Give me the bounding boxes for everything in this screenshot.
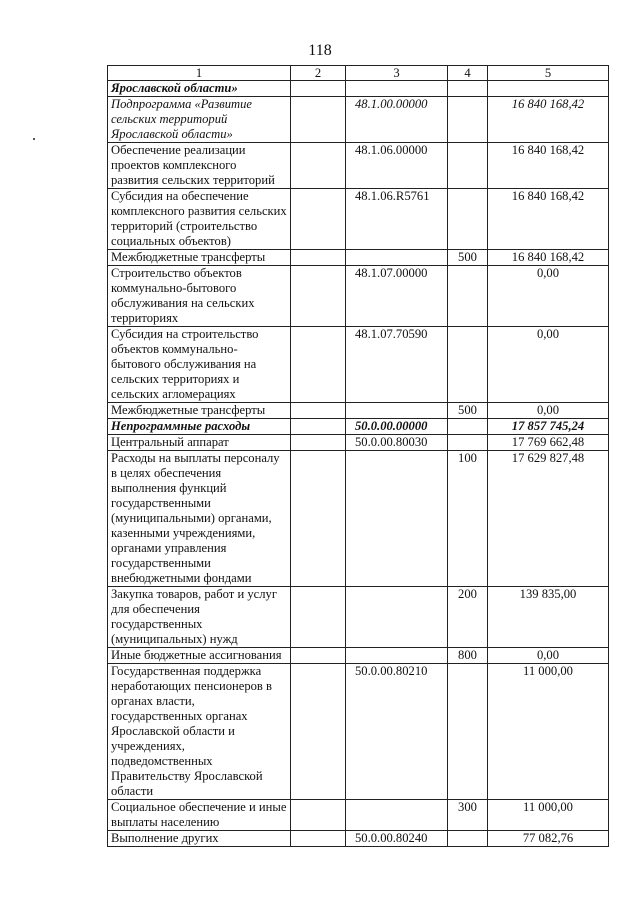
cell-program [291, 435, 346, 451]
cell-expense-type: 300 [448, 800, 488, 831]
cell-name: Субсидия на обеспечение комплексного развития сельских территорий (строительство социальных объектов) [108, 189, 291, 250]
cell-amount: 16 840 168,42 [488, 250, 609, 266]
cell-code: 48.1.06.R5761 [346, 189, 448, 250]
table-row [108, 143, 609, 189]
table-row [108, 250, 609, 266]
table-row [108, 800, 609, 831]
cell-amount: 16 840 168,42 [488, 97, 609, 143]
cell-name: Субсидия на строительство объектов коммунально-бытового обслуживания на сельских территориях и сельских агломерациях [108, 327, 291, 403]
cell-amount: 0,00 [488, 403, 609, 419]
cell-amount [488, 81, 609, 97]
cell-program [291, 831, 346, 847]
cell-program [291, 266, 346, 327]
cell-name: Ярославской области» [108, 81, 291, 97]
header-col-3: 3 [346, 66, 448, 81]
cell-program [291, 250, 346, 266]
cell-expense-type [448, 831, 488, 847]
cell-expense-type [448, 97, 488, 143]
cell-program [291, 800, 346, 831]
table-row [108, 81, 609, 97]
cell-amount: 17 769 662,48 [488, 435, 609, 451]
cell-name: Центральный аппарат [108, 435, 291, 451]
cell-code: 50.0.00.00000 [346, 419, 448, 435]
cell-code: 50.0.00.80210 [346, 664, 448, 800]
cell-name: Обеспечение реализации проектов комплексного развития сельских территорий [108, 143, 291, 189]
table-row [108, 587, 609, 648]
cell-amount: 17 629 827,48 [488, 451, 609, 587]
cell-code: 48.1.00.00000 [346, 97, 448, 143]
cell-name: Социальное обеспечение и иные выплаты населению [108, 800, 291, 831]
cell-name: Иные бюджетные ассигнования [108, 648, 291, 664]
cell-expense-type: 800 [448, 648, 488, 664]
header-col-4: 4 [448, 66, 488, 81]
cell-program [291, 419, 346, 435]
table-row [108, 189, 609, 250]
cell-code: 48.1.07.70590 [346, 327, 448, 403]
cell-code: 48.1.07.00000 [346, 266, 448, 327]
cell-amount: 11 000,00 [488, 664, 609, 800]
cell-code [346, 403, 448, 419]
cell-program [291, 587, 346, 648]
header-col-2: 2 [291, 66, 346, 81]
cell-name: Межбюджетные трансферты [108, 403, 291, 419]
cell-amount: 17 857 745,24 [488, 419, 609, 435]
cell-amount: 0,00 [488, 266, 609, 327]
cell-expense-type: 500 [448, 250, 488, 266]
cell-program [291, 97, 346, 143]
cell-amount: 77 082,76 [488, 831, 609, 847]
cell-amount: 0,00 [488, 327, 609, 403]
cell-expense-type: 100 [448, 451, 488, 587]
cell-program [291, 648, 346, 664]
cell-name: Государственная поддержка неработающих пенсионеров в органах власти, государственных органах Ярославской области и учреждениях, подведомственных Правительству Ярославской области [108, 664, 291, 800]
cell-code: 50.0.00.80030 [346, 435, 448, 451]
cell-code [346, 800, 448, 831]
cell-program [291, 189, 346, 250]
cell-expense-type [448, 81, 488, 97]
cell-name: Выполнение других [108, 831, 291, 847]
cell-code [346, 250, 448, 266]
cell-expense-type [448, 327, 488, 403]
cell-program [291, 327, 346, 403]
cell-program [291, 81, 346, 97]
cell-code [346, 81, 448, 97]
cell-expense-type [448, 435, 488, 451]
table-row [108, 266, 609, 327]
cell-amount: 0,00 [488, 648, 609, 664]
budget-table [107, 65, 609, 847]
table-row [108, 664, 609, 800]
cell-program [291, 451, 346, 587]
table-row [108, 419, 609, 435]
cell-expense-type: 200 [448, 587, 488, 648]
table-row [108, 831, 609, 847]
cell-name: Расходы на выплаты персоналу в целях обеспечения выполнения функций государственными (муниципальными) органами, казенными учреждениями, органами управления государственными внебюджетными фондами [108, 451, 291, 587]
cell-program [291, 143, 346, 189]
table-row [108, 403, 609, 419]
cell-name: Закупка товаров, работ и услуг для обеспечения государственных (муниципальных) нужд [108, 587, 291, 648]
table-row [108, 451, 609, 587]
table-row [108, 97, 609, 143]
cell-expense-type [448, 664, 488, 800]
cell-expense-type [448, 266, 488, 327]
cell-program [291, 403, 346, 419]
cell-amount: 139 835,00 [488, 587, 609, 648]
table-body [108, 81, 609, 847]
header-col-1: 1 [108, 66, 291, 81]
cell-code [346, 648, 448, 664]
cell-code [346, 587, 448, 648]
header-col-5: 5 [488, 66, 609, 81]
cell-expense-type [448, 419, 488, 435]
cell-name: Строительство объектов коммунально-бытового обслуживания на сельских территориях [108, 266, 291, 327]
cell-code: 48.1.06.00000 [346, 143, 448, 189]
scan-speck [33, 138, 35, 140]
cell-name: Непрограммные расходы [108, 419, 291, 435]
cell-name: Межбюджетные трансферты [108, 250, 291, 266]
cell-code: 50.0.00.80240 [346, 831, 448, 847]
table-row [108, 435, 609, 451]
cell-amount: 11 000,00 [488, 800, 609, 831]
cell-code [346, 451, 448, 587]
cell-name: Подпрограмма «Развитие сельских территорий Ярославской области» [108, 97, 291, 143]
cell-expense-type: 500 [448, 403, 488, 419]
cell-expense-type [448, 143, 488, 189]
page-number: 118 [308, 42, 332, 59]
cell-amount: 16 840 168,42 [488, 189, 609, 250]
cell-expense-type [448, 189, 488, 250]
cell-program [291, 664, 346, 800]
cell-amount: 16 840 168,42 [488, 143, 609, 189]
table-row [108, 648, 609, 664]
header-row [108, 66, 609, 81]
table-row [108, 327, 609, 403]
